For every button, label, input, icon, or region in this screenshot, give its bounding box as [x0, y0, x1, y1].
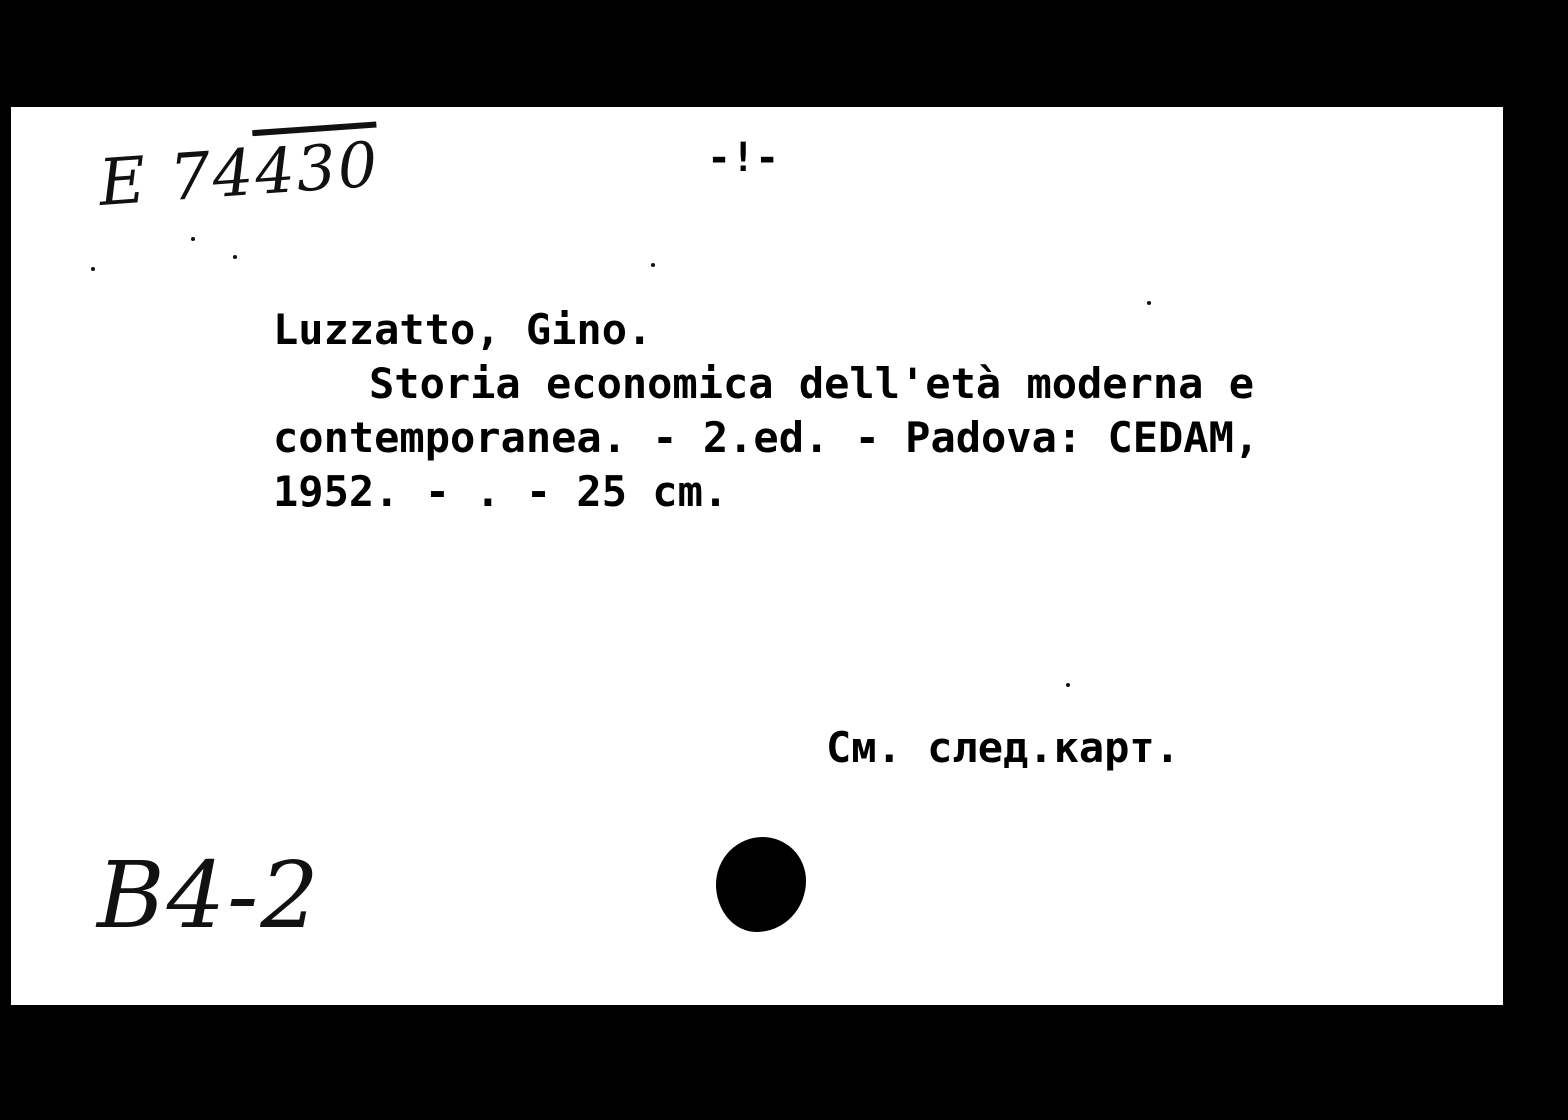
catalog-card: [11, 107, 1503, 1005]
speck: [191, 237, 195, 241]
title-line-2: contemporanea. - 2.ed. - Padova: CEDAM,: [273, 413, 1260, 462]
shelfmark-top-prefix: E 74: [96, 136, 258, 221]
shelfmark-bottom: B4-2: [97, 842, 321, 949]
speck: [1147, 301, 1151, 305]
page-marker: -!-: [707, 135, 780, 181]
shelfmark-top: [96, 127, 381, 220]
speck: [651, 263, 655, 267]
shelfmark-top-number: 430: [252, 127, 382, 209]
speck: [233, 255, 237, 259]
ink-stamp-blot: [716, 837, 806, 932]
title-line-3: 1952. - . - 25 cm.: [273, 467, 729, 516]
speck: [91, 267, 95, 271]
author-heading: Luzzatto, Gino.: [273, 305, 653, 354]
speck: [1066, 683, 1070, 687]
see-next-card-note: См. след.карт.: [826, 723, 1181, 772]
title-line-1: Storia economica dell'età moderna e: [369, 359, 1255, 408]
